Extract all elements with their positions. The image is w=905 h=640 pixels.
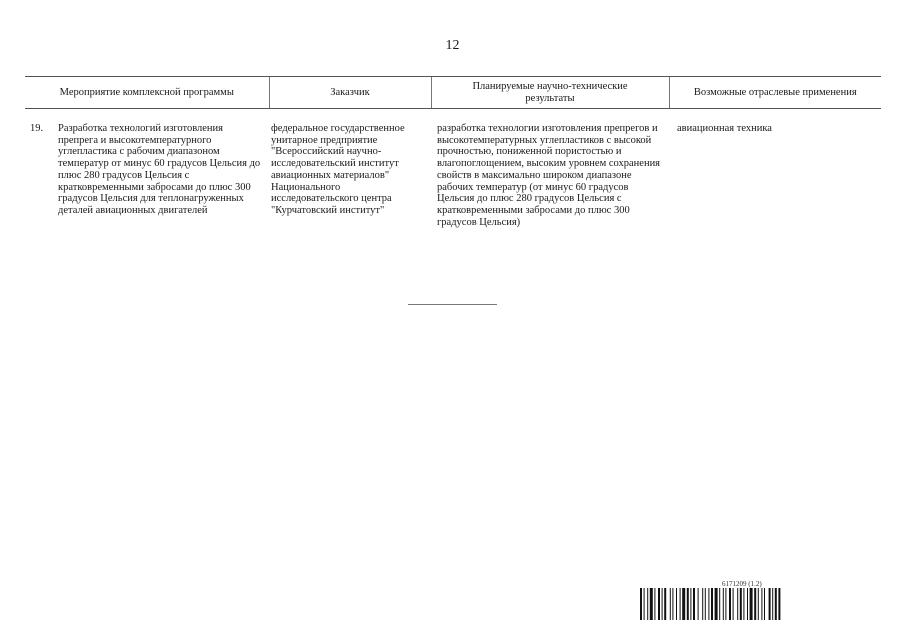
- page-number: 12: [445, 38, 460, 53]
- end-divider: [408, 304, 497, 305]
- barcode-code: 6171209 (1.2): [722, 580, 762, 588]
- header-applications: Возможные отраслевые применения: [669, 77, 881, 109]
- results-cell: разработка технологии изготовления препрегов и высокотемпературных углепластиков с высокой прочностью, пониженной пористостью и влагопоглощением, высоким уровнем сохранения свойств в максимально широком диапазоне рабочих температур (от минус 60 градусов Цельсия до плюс 280 градусов Цельсия с кратковременными забросами до плюс 300 градусов Цельсия): [437, 123, 661, 228]
- program-table: [25, 76, 881, 228]
- applications-cell: авиационная техника: [677, 123, 772, 134]
- customer-cell: федеральное государственное унитарное предприятие "Всероссийский научно-исследовательский институт авиационных материалов" Национального исследовательского центра "Курчатовский институт": [271, 123, 405, 216]
- table-row: [25, 109, 881, 229]
- header-customer: Заказчик: [269, 77, 431, 109]
- table-header-row: [25, 77, 881, 109]
- header-results: Планируемые научно-технические результаты: [431, 77, 669, 109]
- header-measure: Мероприятие комплексной программы: [25, 77, 269, 109]
- barcode-graphic: [640, 588, 858, 620]
- measure-text: Разработка технологий изготовления препрега и высокотемпературного углепластика с рабочим диапазоном температур от минус 60 градусов Цельсия до плюс 280 градусов Цельсия с кратковременными забросами до плюс 300 градусов Цельсия для теплонагруженных деталей авиационных двигателей: [58, 123, 261, 216]
- measure-cell: [25, 109, 269, 229]
- row-number: 19.: [30, 123, 44, 134]
